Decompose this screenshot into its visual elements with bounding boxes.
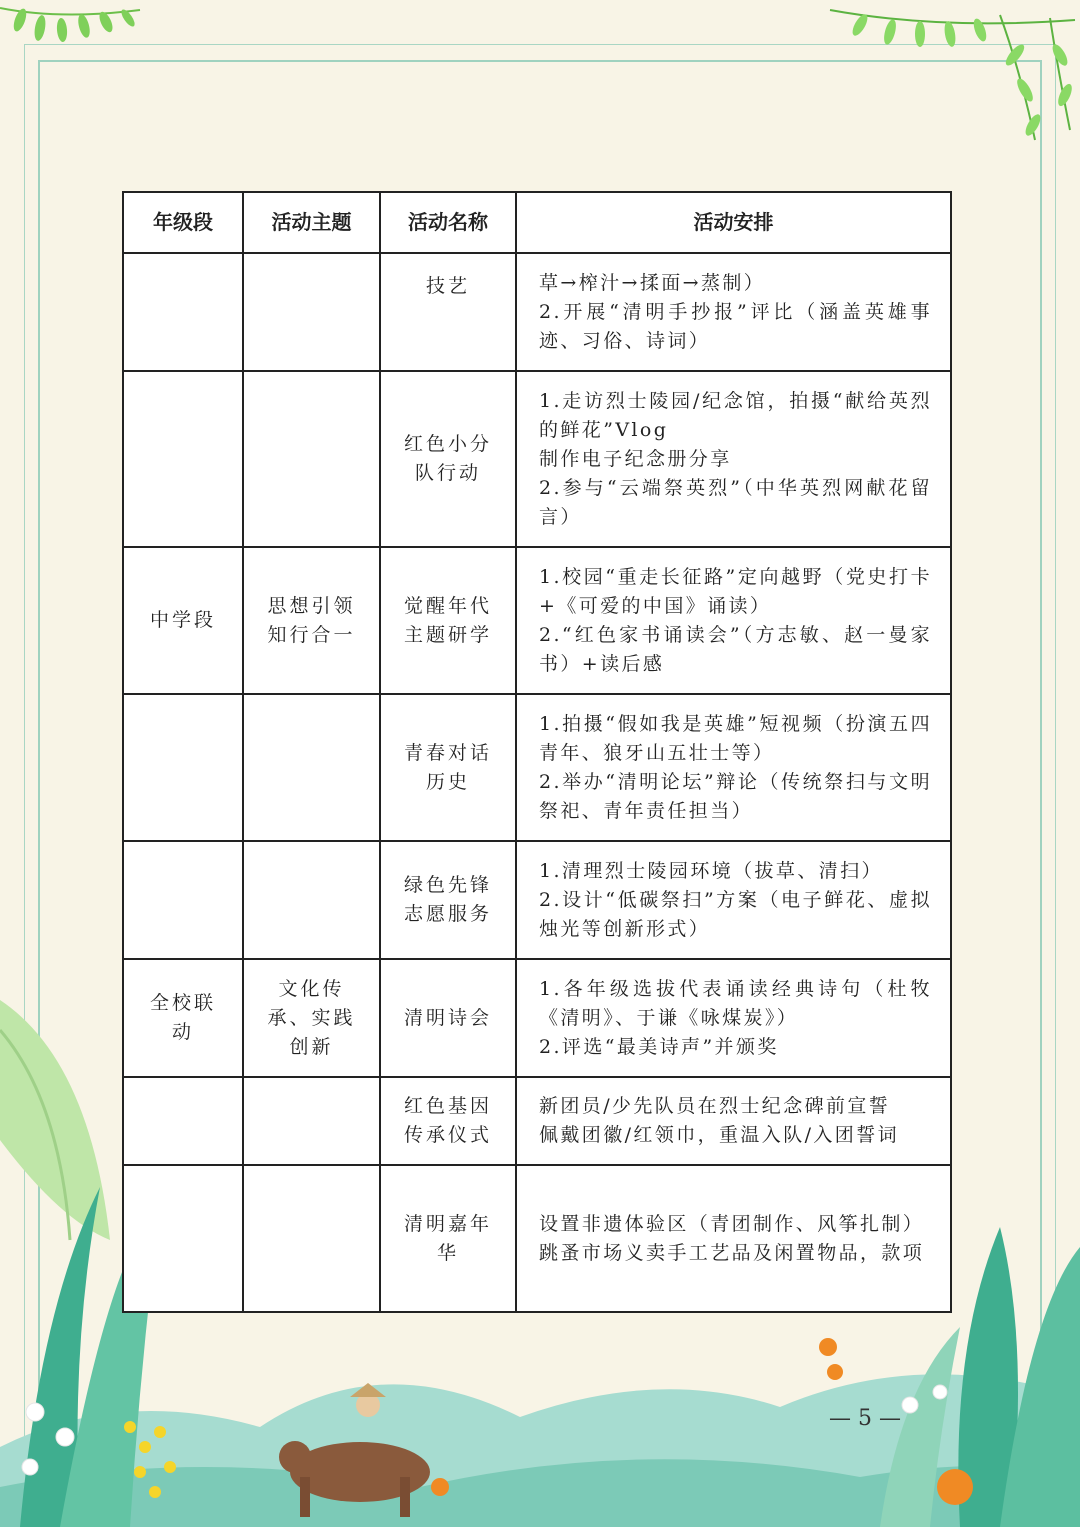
theme-cell [243,371,380,547]
arrangement-line: 1.各年级选拔代表诵读经典诗句（杜牧《清明》、于谦《咏煤炭》） [539,977,932,1029]
arrangement-line: 2.参与“云端祭英烈”（中华英烈网献花留言） [539,476,932,528]
theme-cell [243,1077,380,1165]
arrangement-line: 1.拍摄“假如我是英雄”短视频（扮演五四青年、狼牙山五壮士等） [539,712,932,764]
theme-cell [243,694,380,841]
grade-cell [123,371,243,547]
arrangement-line: 制作电子纪念册分享 [539,447,732,470]
grade-cell [123,694,243,841]
activity-name-line: 队行动 [414,462,481,484]
grade-line: 动 [171,1021,194,1043]
arrangement-line: 2.举办“清明论坛”辩论（传统祭扫与文明祭祀、青年责任担当） [539,770,932,822]
table-row [123,1077,951,1165]
arrangement-line: 1.清理烈士陵园环境（拔草、清扫） [539,859,883,882]
theme-cell [243,253,380,371]
header-activity-name: 活动名称 [380,192,516,253]
table-header-row [123,192,951,253]
theme-cell [243,959,380,1077]
activity-name-cell [380,694,516,841]
activity-name-cell [380,841,516,959]
table-row [123,841,951,959]
activity-name-cell [380,253,516,371]
grade-cell [123,547,243,694]
activity-name-line: 技艺 [425,275,470,297]
activity-name-line: 历史 [425,770,470,793]
arrangement-cell [516,841,951,959]
table-row [123,694,951,841]
grade-line: 中学段 [149,609,216,631]
arrangement-line: 1.校园“重走长征路”定向越野（党史打卡+《可爱的中国》诵读） [539,565,932,617]
arrangement-line: 2.开展“清明手抄报”评比（涵盖英雄事迹、习俗、诗词） [539,300,932,352]
grade-line: 全校联 [149,992,216,1014]
activity-name-line: 华 [436,1241,459,1264]
theme-line: 知行合一 [267,623,356,646]
activity-name-cell [380,1077,516,1165]
activity-name-line: 绿色先锋 [403,874,492,896]
arrangement-line: 新团员/少先队员在烈士纪念碑前宣誓 [539,1095,891,1117]
header-arrangement: 活动安排 [516,192,951,253]
table-row [123,1165,951,1312]
arrangement-line: 1.走访烈士陵园/纪念馆，拍摄“献给英烈的鲜花”Vlog [539,389,932,441]
table-row [123,959,951,1077]
theme-cell [243,547,380,694]
activity-name-line: 红色基因 [403,1095,492,1117]
activity-schedule-table [122,191,952,1313]
activity-name-line: 觉醒年代 [403,594,492,617]
activity-name-line: 青春对话 [403,741,492,764]
willow-leaves-top-left-decoration [0,0,150,90]
activity-name-cell [380,371,516,547]
arrangement-line: 跳蚤市场义卖手工艺品及闲置物品，款项 [539,1241,925,1264]
grade-cell [123,959,243,1077]
willow-leaves-top-right-decoration [820,0,1080,150]
theme-line: 创新 [289,1035,334,1058]
activity-name-cell [380,547,516,694]
header-theme: 活动主题 [243,192,380,253]
arrangement-cell [516,959,951,1077]
activity-name-line: 清明诗会 [403,1006,492,1029]
grade-cell [123,1077,243,1165]
arrangement-line: 2.评选“最美诗声”并颁奖 [539,1035,779,1058]
arrangement-line: 2.“红色家书诵读会”（方志敏、赵一曼家书）+读后感 [539,623,932,675]
theme-cell [243,1165,380,1312]
theme-line: 文化传 [278,977,345,1000]
theme-line: 承、实践 [267,1006,356,1029]
theme-line: 思想引领 [267,594,356,617]
activity-name-cell [380,959,516,1077]
activity-name-line: 传承仪式 [403,1124,492,1146]
grade-cell [123,253,243,371]
activity-name-line: 志愿服务 [403,903,492,925]
activity-name-line: 清明嘉年 [403,1212,492,1235]
grade-cell [123,1165,243,1312]
theme-cell [243,841,380,959]
activity-name-line: 主题研学 [403,623,492,646]
header-grade: 年级段 [123,192,243,253]
arrangement-cell [516,253,951,371]
activity-name-cell [380,1165,516,1312]
arrangement-line: 2.设计“低碳祭扫”方案（电子鲜花、虚拟烛光等创新形式） [539,888,932,940]
grade-cell [123,841,243,959]
activity-name-line: 红色小分 [403,433,492,455]
table-row [123,253,951,371]
table-row [123,371,951,547]
arrangement-line: 佩戴团徽/红领巾，重温入队/入团誓词 [539,1124,900,1146]
table-row [123,547,951,694]
arrangement-line: 设置非遗体验区（青团制作、风筝扎制） [539,1212,925,1235]
page-number: — 5 — [829,1406,901,1431]
arrangement-cell [516,1077,951,1165]
arrangement-cell [516,1165,951,1312]
arrangement-line: 草→榨汁→揉面→蒸制） [539,271,766,294]
arrangement-cell [516,371,951,547]
arrangement-cell [516,694,951,841]
arrangement-cell [516,547,951,694]
